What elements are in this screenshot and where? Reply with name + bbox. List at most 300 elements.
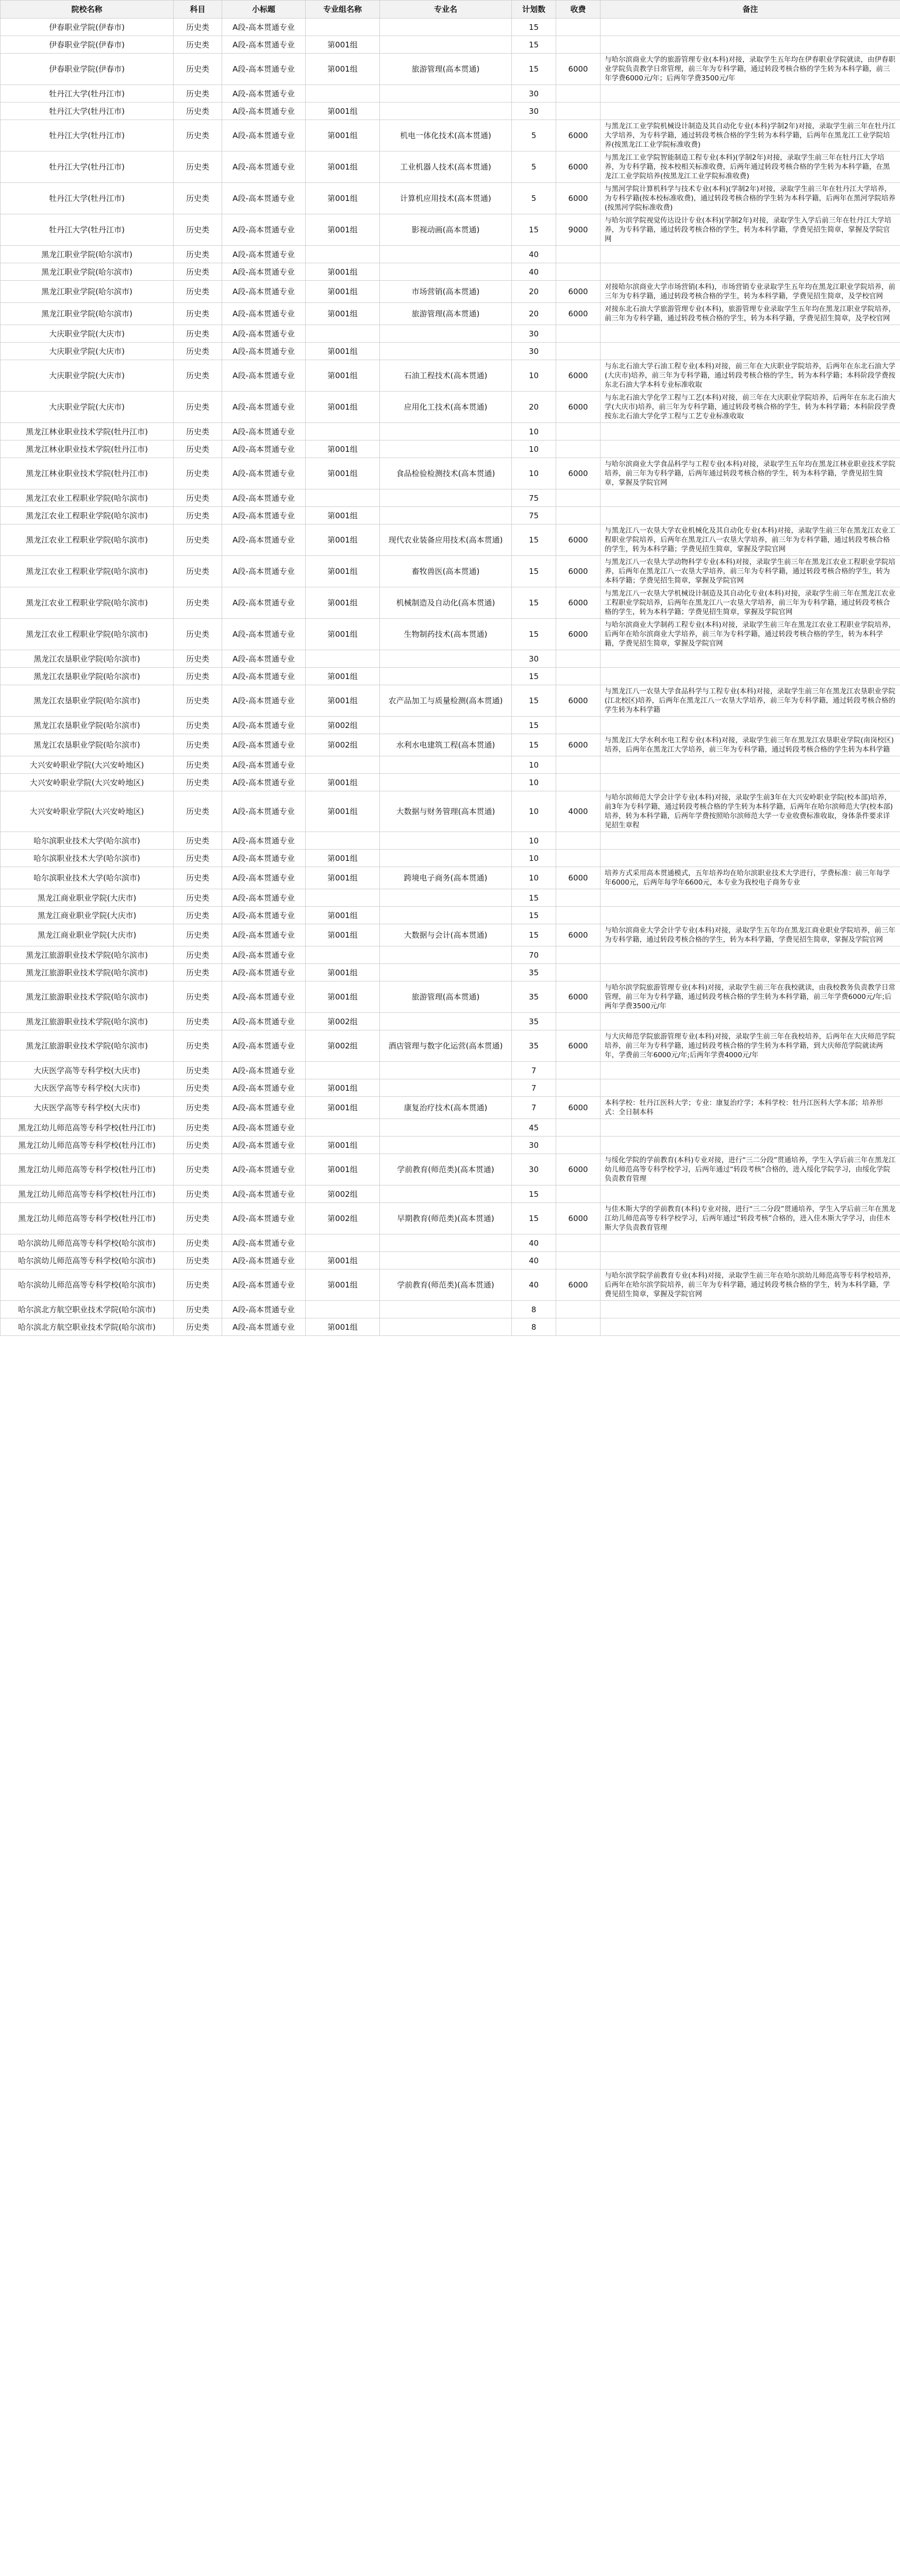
major-cell: 生物制药技术(高本贯通)	[380, 619, 512, 650]
major-cell	[380, 907, 512, 924]
plan-count-cell: 10	[512, 867, 556, 889]
plan-count-cell: 7	[512, 1062, 556, 1079]
fee-cell: 6000	[556, 54, 601, 85]
remarks-cell: 与哈尔滨商业大学制药工程专业(本科)对接，录取学生前三年在黑龙江农业工程职业学院培养，后两年在哈尔滨商业大学培养，前三年为专科学籍，通过转段考核合格的学生，转为本科学籍，学费见招生简章，掌握及学院官网	[601, 619, 900, 650]
fee-cell: 6000	[556, 619, 601, 650]
fee-cell	[556, 1234, 601, 1252]
subtitle-cell: A段-高本贯通专业	[222, 717, 306, 734]
school-cell: 大庆医学高等专科学校(大庆市)	[1, 1079, 174, 1097]
remarks-cell	[601, 489, 900, 507]
group-cell: 第001组	[306, 36, 380, 54]
plan-count-cell: 10	[512, 791, 556, 832]
fee-cell	[556, 1137, 601, 1154]
subtitle-cell: A段-高本贯通专业	[222, 1030, 306, 1062]
fee-cell: 6000	[556, 281, 601, 303]
fee-cell: 6000	[556, 458, 601, 489]
major-cell	[380, 832, 512, 850]
school-cell: 伊春职业学院(伊春市)	[1, 54, 174, 85]
table-row	[1, 303, 900, 325]
remarks-cell: 对接哈尔滨商业大学市场营销(本科)，市场营销专业录取学生五年均在黑龙江职业学院培养，前三年为专科学籍，通过转段考核合格的学生，转为本科学籍，学费见招生简章，及学校官网	[601, 281, 900, 303]
subtitle-cell: A段-高本贯通专业	[222, 1097, 306, 1119]
school-cell: 黑龙江职业学院(哈尔滨市)	[1, 246, 174, 263]
major-cell	[380, 1119, 512, 1137]
school-cell: 黑龙江农垦职业学院(哈尔滨市)	[1, 668, 174, 685]
remarks-cell	[601, 668, 900, 685]
subject-cell: 历史类	[174, 774, 222, 791]
major-cell: 应用化工技术(高本贯通)	[380, 392, 512, 423]
fee-cell	[556, 489, 601, 507]
group-cell	[306, 832, 380, 850]
subtitle-cell: A段-高本贯通专业	[222, 668, 306, 685]
subtitle-cell: A段-高本贯通专业	[222, 791, 306, 832]
subject-cell: 历史类	[174, 246, 222, 263]
major-cell	[380, 774, 512, 791]
remarks-cell	[601, 1137, 900, 1154]
plan-count-cell: 15	[512, 889, 556, 907]
subject-cell: 历史类	[174, 1119, 222, 1137]
group-cell: 第001组	[306, 120, 380, 151]
plan-count-cell: 30	[512, 650, 556, 668]
plan-count-cell: 75	[512, 489, 556, 507]
remarks-cell: 与哈尔滨学院旅游管理专业(本科)对接，录取学生前三年在我校就读，由我校教务负责教学日常管理，前三年为专科学籍，通过转段考核合格的学生转为本科学籍，前三年学费6000元/年;后两年学费3500元/年	[601, 981, 900, 1013]
plan-count-cell: 15	[512, 907, 556, 924]
plan-count-cell: 30	[512, 1137, 556, 1154]
plan-count-cell: 15	[512, 36, 556, 54]
fee-cell	[556, 263, 601, 281]
group-cell: 第001组	[306, 907, 380, 924]
group-cell	[306, 1301, 380, 1318]
subject-cell: 历史类	[174, 183, 222, 214]
subtitle-cell: A段-高本贯通专业	[222, 120, 306, 151]
group-cell: 第001组	[306, 281, 380, 303]
remarks-cell	[601, 774, 900, 791]
plan-count-cell: 10	[512, 756, 556, 774]
plan-count-cell: 35	[512, 981, 556, 1013]
remarks-cell	[601, 1318, 900, 1336]
table-row	[1, 1062, 900, 1079]
plan-count-cell: 15	[512, 685, 556, 717]
major-cell	[380, 717, 512, 734]
remarks-cell	[601, 650, 900, 668]
fee-cell	[556, 246, 601, 263]
group-cell: 第001组	[306, 791, 380, 832]
school-cell: 黑龙江农垦职业学院(哈尔滨市)	[1, 650, 174, 668]
table-row	[1, 850, 900, 867]
fee-cell	[556, 889, 601, 907]
subject-cell: 历史类	[174, 1203, 222, 1234]
table-row	[1, 774, 900, 791]
school-cell: 黑龙江幼儿师范高等专科学校(牡丹江市)	[1, 1203, 174, 1234]
subject-cell: 历史类	[174, 343, 222, 360]
subject-cell: 历史类	[174, 1079, 222, 1097]
subject-cell: 历史类	[174, 263, 222, 281]
remarks-cell	[601, 325, 900, 343]
subject-cell: 历史类	[174, 1234, 222, 1252]
table-row	[1, 668, 900, 685]
group-cell	[306, 756, 380, 774]
table-row	[1, 151, 900, 183]
major-cell	[380, 650, 512, 668]
plan-count-cell: 15	[512, 717, 556, 734]
fee-cell: 6000	[556, 685, 601, 717]
plan-count-cell: 15	[512, 619, 556, 650]
subject-cell: 历史类	[174, 214, 222, 246]
plan-count-cell: 15	[512, 54, 556, 85]
plan-count-cell: 15	[512, 924, 556, 946]
plan-count-cell: 10	[512, 458, 556, 489]
fee-cell	[556, 325, 601, 343]
subtitle-cell: A段-高本贯通专业	[222, 619, 306, 650]
school-cell: 大庆医学高等专科学校(大庆市)	[1, 1062, 174, 1079]
major-cell: 学前教育(师范类)(高本贯通)	[380, 1154, 512, 1185]
subject-cell: 历史类	[174, 458, 222, 489]
subtitle-cell: A段-高本贯通专业	[222, 303, 306, 325]
remarks-cell: 与大庆师范学院旅游管理专业(本科)对接，录取学生前三年在我校培养，后两年在大庆师范学院培养，前三年为专科学籍，通过转段考核合格的学生转为本科学籍，到大庆师范学院就读两年，学费前三年6000元/年;后两年学费4000元/年	[601, 1030, 900, 1062]
group-cell: 第001组	[306, 981, 380, 1013]
plan-count-cell: 10	[512, 832, 556, 850]
subject-cell: 历史类	[174, 1137, 222, 1154]
fee-cell	[556, 423, 601, 440]
major-cell: 旅游管理(高本贯通)	[380, 54, 512, 85]
plan-count-cell: 30	[512, 85, 556, 103]
fee-cell: 6000	[556, 120, 601, 151]
school-cell: 黑龙江旅游职业技术学院(哈尔滨市)	[1, 946, 174, 964]
table-row	[1, 1154, 900, 1185]
school-cell: 黑龙江职业学院(哈尔滨市)	[1, 263, 174, 281]
major-cell: 大数据与财务管理(高本贯通)	[380, 791, 512, 832]
plan-count-cell: 10	[512, 360, 556, 392]
subject-cell: 历史类	[174, 392, 222, 423]
remarks-cell: 与哈尔滨学院视觉传达设计专业(本科)(学制2年)对接，录取学生入学后前三年在牡丹江大学培养，为专科学籍，通过转段考核合格的学生，转为本科学籍，学费见招生简章，掌握及学院官网	[601, 214, 900, 246]
subject-cell: 历史类	[174, 423, 222, 440]
school-cell: 黑龙江农业工程职业学院(哈尔滨市)	[1, 524, 174, 556]
major-cell: 机械制造及自动化(高本贯通)	[380, 587, 512, 619]
subtitle-cell: A段-高本贯通专业	[222, 507, 306, 524]
remarks-cell: 与哈尔滨商业大学食品科学与工程专业(本科)对接，录取学生五年均在黑龙江林业职业技术学院培养，前三年为专科学籍，后两年通过转段考核合格的学生，转为本科学籍，学费见招生简章，掌握及学院官网	[601, 458, 900, 489]
group-cell	[306, 889, 380, 907]
table-row	[1, 214, 900, 246]
header-school: 院校名称	[1, 1, 174, 19]
fee-cell: 6000	[556, 981, 601, 1013]
fee-cell: 6000	[556, 524, 601, 556]
subtitle-cell: A段-高本贯通专业	[222, 946, 306, 964]
major-cell: 现代农业装备应用技术(高本贯通)	[380, 524, 512, 556]
remarks-cell	[601, 263, 900, 281]
subject-cell: 历史类	[174, 867, 222, 889]
subject-cell: 历史类	[174, 1185, 222, 1203]
remarks-cell	[601, 1119, 900, 1137]
subtitle-cell: A段-高本贯通专业	[222, 440, 306, 458]
remarks-cell	[601, 85, 900, 103]
group-cell: 第001组	[306, 924, 380, 946]
fee-cell	[556, 668, 601, 685]
school-cell: 哈尔滨职业技术大学(哈尔滨市)	[1, 867, 174, 889]
group-cell	[306, 489, 380, 507]
subject-cell: 历史类	[174, 964, 222, 981]
table-row	[1, 54, 900, 85]
fee-cell	[556, 1079, 601, 1097]
remarks-cell	[601, 889, 900, 907]
major-cell	[380, 1137, 512, 1154]
subtitle-cell: A段-高本贯通专业	[222, 1318, 306, 1336]
subtitle-cell: A段-高本贯通专业	[222, 1119, 306, 1137]
remarks-cell: 与哈尔滨师范大学会计学专业(本科)对接，录取学生前3年在大兴安岭职业学院(校本部)培养，前3年为专科学籍，通过转段考核合格的学生转为本科学籍，后两年在哈尔滨师范大学(校本部)培养，转为本科学籍，后两年学费按照哈尔滨师范大学一专业收费标准收取，身体条件要求详见招生章程	[601, 791, 900, 832]
major-cell	[380, 440, 512, 458]
major-cell	[380, 964, 512, 981]
subject-cell: 历史类	[174, 281, 222, 303]
subject-cell: 历史类	[174, 303, 222, 325]
subject-cell: 历史类	[174, 946, 222, 964]
group-cell: 第001组	[306, 1318, 380, 1336]
remarks-cell	[601, 103, 900, 120]
fee-cell	[556, 964, 601, 981]
school-cell: 大庆职业学院(大庆市)	[1, 325, 174, 343]
table-row	[1, 650, 900, 668]
remarks-cell	[601, 1013, 900, 1030]
subtitle-cell: A段-高本贯通专业	[222, 458, 306, 489]
fee-cell: 6000	[556, 587, 601, 619]
subject-cell: 历史类	[174, 587, 222, 619]
plan-count-cell: 40	[512, 246, 556, 263]
plan-count-cell: 7	[512, 1097, 556, 1119]
fee-cell	[556, 774, 601, 791]
major-cell	[380, 1013, 512, 1030]
school-cell: 牡丹江大学(牡丹江市)	[1, 151, 174, 183]
major-cell: 农产品加工与质量检测(高本贯通)	[380, 685, 512, 717]
group-cell	[306, 650, 380, 668]
school-cell: 哈尔滨北方航空职业技术学院(哈尔滨市)	[1, 1318, 174, 1336]
remarks-cell	[601, 440, 900, 458]
group-cell: 第001组	[306, 343, 380, 360]
fee-cell: 6000	[556, 183, 601, 214]
fee-cell	[556, 19, 601, 36]
group-cell: 第001组	[306, 619, 380, 650]
school-cell: 黑龙江农垦职业学院(哈尔滨市)	[1, 685, 174, 717]
major-cell	[380, 946, 512, 964]
table-row	[1, 1318, 900, 1336]
fee-cell	[556, 85, 601, 103]
plan-count-cell: 30	[512, 1154, 556, 1185]
school-cell: 黑龙江旅游职业技术学院(哈尔滨市)	[1, 1030, 174, 1062]
major-cell	[380, 36, 512, 54]
header-group: 专业组名称	[306, 1, 380, 19]
fee-cell: 6000	[556, 556, 601, 587]
subject-cell: 历史类	[174, 717, 222, 734]
table-row	[1, 507, 900, 524]
table-row	[1, 964, 900, 981]
school-cell: 黑龙江林业职业技术学院(牡丹江市)	[1, 458, 174, 489]
group-cell: 第002组	[306, 734, 380, 756]
fee-cell	[556, 1318, 601, 1336]
subject-cell: 历史类	[174, 524, 222, 556]
fee-cell	[556, 832, 601, 850]
subtitle-cell: A段-高本贯通专业	[222, 850, 306, 867]
group-cell	[306, 946, 380, 964]
remarks-cell	[601, 1301, 900, 1318]
subject-cell: 历史类	[174, 1252, 222, 1269]
subtitle-cell: A段-高本贯通专业	[222, 832, 306, 850]
remarks-cell	[601, 343, 900, 360]
remarks-cell: 与黑龙江八一农垦大学食品科学与工程专业(本科)对接，录取学生前三年在黑龙江农垦职业学院(江北校区)培养，后两年在黑龙江八一农垦大学培养，前三年为专科学籍，通过转段考核合格的学生转为本科学籍	[601, 685, 900, 717]
school-cell: 黑龙江农业工程职业学院(哈尔滨市)	[1, 507, 174, 524]
table-row	[1, 734, 900, 756]
header-plan-count: 计划数	[512, 1, 556, 19]
group-cell: 第002组	[306, 1185, 380, 1203]
table-row	[1, 1013, 900, 1030]
group-cell: 第001组	[306, 1079, 380, 1097]
subject-cell: 历史类	[174, 1097, 222, 1119]
subject-cell: 历史类	[174, 440, 222, 458]
major-cell	[380, 1234, 512, 1252]
plan-count-cell: 5	[512, 120, 556, 151]
subject-cell: 历史类	[174, 556, 222, 587]
group-cell: 第001组	[306, 263, 380, 281]
group-cell: 第001组	[306, 850, 380, 867]
subject-cell: 历史类	[174, 791, 222, 832]
school-cell: 黑龙江幼儿师范高等专科学校(牡丹江市)	[1, 1185, 174, 1203]
subtitle-cell: A段-高本贯通专业	[222, 685, 306, 717]
remarks-cell	[601, 717, 900, 734]
subject-cell: 历史类	[174, 1030, 222, 1062]
school-cell: 黑龙江农业工程职业学院(哈尔滨市)	[1, 489, 174, 507]
remarks-cell: 与黑龙江大学水利水电工程专业(本科)对接，录取学生前三年在黑龙江农垦职业学院(南岗校区)培养，后两年在黑龙江大学培养，前三年为专科学籍，通过转段考核合格的学生转为本科学籍	[601, 734, 900, 756]
major-cell	[380, 246, 512, 263]
group-cell	[306, 85, 380, 103]
school-cell: 伊春职业学院(伊春市)	[1, 36, 174, 54]
major-cell: 早期教育(师范类)(高本贯通)	[380, 1203, 512, 1234]
group-cell	[306, 423, 380, 440]
remarks-cell: 与黑龙江工业学院机械设计制造及其自动化专业(本科)学制2年)对接，录取学生前三年在牡丹江大学培养，为专科学籍，通过转段考核合格的学生转为本科学籍，后两年在黑龙江工业学院培养(按黑龙江工业学院标准收费)	[601, 120, 900, 151]
fee-cell	[556, 1252, 601, 1269]
table-row	[1, 556, 900, 587]
table-row	[1, 1079, 900, 1097]
remarks-cell	[601, 964, 900, 981]
school-cell: 大兴安岭职业学院(大兴安岭地区)	[1, 791, 174, 832]
fee-cell	[556, 103, 601, 120]
school-cell: 大兴安岭职业学院(大兴安岭地区)	[1, 774, 174, 791]
school-cell: 黑龙江商业职业学院(大庆市)	[1, 924, 174, 946]
header-subject: 科目	[174, 1, 222, 19]
subtitle-cell: A段-高本贯通专业	[222, 36, 306, 54]
school-cell: 黑龙江旅游职业技术学院(哈尔滨市)	[1, 1013, 174, 1030]
table-row	[1, 587, 900, 619]
subtitle-cell: A段-高本贯通专业	[222, 103, 306, 120]
subject-cell: 历史类	[174, 668, 222, 685]
group-cell: 第001组	[306, 214, 380, 246]
subtitle-cell: A段-高本贯通专业	[222, 867, 306, 889]
table-row	[1, 281, 900, 303]
school-cell: 黑龙江职业学院(哈尔滨市)	[1, 303, 174, 325]
major-cell	[380, 668, 512, 685]
major-cell	[380, 1079, 512, 1097]
group-cell: 第001组	[306, 303, 380, 325]
table-row	[1, 458, 900, 489]
subject-cell: 历史类	[174, 1269, 222, 1301]
plan-count-cell: 40	[512, 1234, 556, 1252]
group-cell	[306, 246, 380, 263]
group-cell: 第001组	[306, 668, 380, 685]
group-cell	[306, 1119, 380, 1137]
subject-cell: 历史类	[174, 924, 222, 946]
fee-cell: 6000	[556, 1269, 601, 1301]
subject-cell: 历史类	[174, 650, 222, 668]
plan-count-cell: 35	[512, 964, 556, 981]
subtitle-cell: A段-高本贯通专业	[222, 1154, 306, 1185]
plan-count-cell: 5	[512, 151, 556, 183]
subtitle-cell: A段-高本贯通专业	[222, 392, 306, 423]
header-subtitle: 小标题	[222, 1, 306, 19]
major-cell	[380, 1185, 512, 1203]
table-row	[1, 19, 900, 36]
group-cell: 第001组	[306, 151, 380, 183]
subtitle-cell: A段-高本贯通专业	[222, 54, 306, 85]
table-row	[1, 263, 900, 281]
subject-cell: 历史类	[174, 981, 222, 1013]
plan-count-cell: 15	[512, 1185, 556, 1203]
group-cell: 第001组	[306, 392, 380, 423]
fee-cell	[556, 907, 601, 924]
table-row	[1, 1119, 900, 1137]
fee-cell: 6000	[556, 924, 601, 946]
group-cell: 第001组	[306, 54, 380, 85]
table-row	[1, 120, 900, 151]
group-cell: 第001组	[306, 774, 380, 791]
subtitle-cell: A段-高本贯通专业	[222, 423, 306, 440]
remarks-cell	[601, 1079, 900, 1097]
remarks-cell	[601, 36, 900, 54]
plan-count-cell: 40	[512, 1269, 556, 1301]
subtitle-cell: A段-高本贯通专业	[222, 1137, 306, 1154]
major-cell	[380, 850, 512, 867]
table-row	[1, 867, 900, 889]
fee-cell	[556, 946, 601, 964]
remarks-cell: 与哈尔滨学院学前教育专业(本科)对接，录取学生前三年在哈尔滨幼儿师范高等专科学校培养，后两年在哈尔滨学院培养，前三年为专科学籍，通过转段考核合格的学生，转为本科学籍，学费见招生简章，掌握及学院官网	[601, 1269, 900, 1301]
plan-count-cell: 20	[512, 303, 556, 325]
subtitle-cell: A段-高本贯通专业	[222, 556, 306, 587]
plan-count-cell: 30	[512, 343, 556, 360]
fee-cell	[556, 1119, 601, 1137]
subject-cell: 历史类	[174, 907, 222, 924]
plan-count-cell: 10	[512, 440, 556, 458]
remarks-cell	[601, 19, 900, 36]
school-cell: 黑龙江农垦职业学院(哈尔滨市)	[1, 734, 174, 756]
major-cell	[380, 19, 512, 36]
header-major: 专业名	[380, 1, 512, 19]
plan-count-cell: 30	[512, 103, 556, 120]
plan-count-cell: 5	[512, 183, 556, 214]
table-row	[1, 685, 900, 717]
plan-count-cell: 15	[512, 734, 556, 756]
subject-cell: 历史类	[174, 85, 222, 103]
subtitle-cell: A段-高本贯通专业	[222, 1062, 306, 1079]
school-cell: 牡丹江大学(牡丹江市)	[1, 85, 174, 103]
school-cell: 黑龙江旅游职业技术学院(哈尔滨市)	[1, 981, 174, 1013]
subtitle-cell: A段-高本贯通专业	[222, 774, 306, 791]
table-row	[1, 103, 900, 120]
fee-cell	[556, 717, 601, 734]
remarks-cell: 与黑龙江八一农垦大学农业机械化及其自动化专业(本科)对接，录取学生前三年在黑龙江农业工程职业学院培养，后两年在黑龙江八一农垦大学培养，前三年为专科学籍，通过转段考核合格的学生，转为本科学籍；学费见招生简章，掌握及学院官网	[601, 524, 900, 556]
table-row	[1, 924, 900, 946]
table-row	[1, 524, 900, 556]
group-cell: 第001组	[306, 183, 380, 214]
table-row	[1, 1301, 900, 1318]
group-cell: 第001组	[306, 524, 380, 556]
fee-cell: 6000	[556, 151, 601, 183]
table-row	[1, 325, 900, 343]
fee-cell	[556, 507, 601, 524]
fee-cell	[556, 440, 601, 458]
group-cell: 第001组	[306, 1252, 380, 1269]
